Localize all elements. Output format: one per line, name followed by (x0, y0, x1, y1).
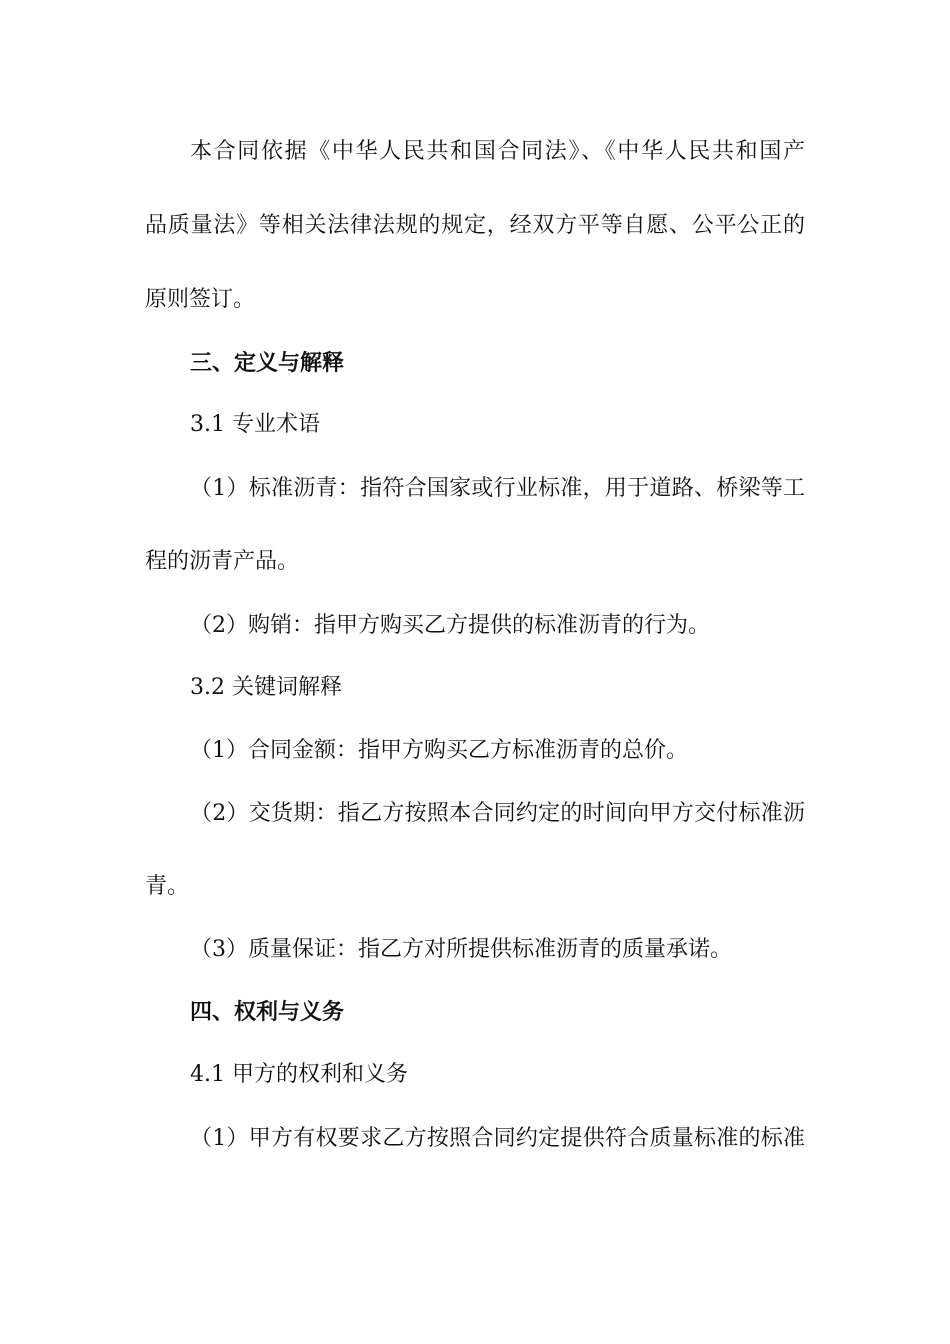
subsection-heading: 3.1 专业术语 (190, 412, 320, 437)
paragraph-line: 品质量法》等相关法律法规的规定，经双方平等自愿、公平公正的 (145, 213, 805, 238)
paragraph-line: 本合同依据《中华人民共和国合同法》、《中华人民共和国产 (190, 139, 805, 164)
paragraph-line: 程的沥青产品。 (145, 549, 300, 574)
paragraph-line: 原则签订。 (145, 287, 256, 312)
paragraph-line: （1）合同金额：指甲方购买乙方标准沥青的总价。 (190, 738, 688, 763)
section-heading: 三、定义与解释 (190, 350, 345, 376)
subsection-heading: 4.1 甲方的权利和义务 (190, 1062, 408, 1087)
section-heading: 四、权利与义务 (190, 999, 345, 1025)
subsection-heading: 3.2 关键词解释 (190, 675, 342, 700)
paragraph-line: （3）质量保证：指乙方对所提供标准沥青的质量承诺。 (190, 937, 732, 962)
paragraph-line: 青。 (145, 874, 190, 899)
paragraph-line: （1）甲方有权要求乙方按照合同约定提供符合质量标准的标准 (190, 1126, 805, 1151)
paragraph-line: （1）标准沥青：指符合国家或行业标准，用于道路、桥梁等工 (190, 476, 805, 501)
paragraph-line: （2）购销：指甲方购买乙方提供的标准沥青的行为。 (190, 613, 710, 638)
paragraph-line: （2）交货期：指乙方按照本合同约定的时间向甲方交付标准沥 (190, 801, 805, 826)
